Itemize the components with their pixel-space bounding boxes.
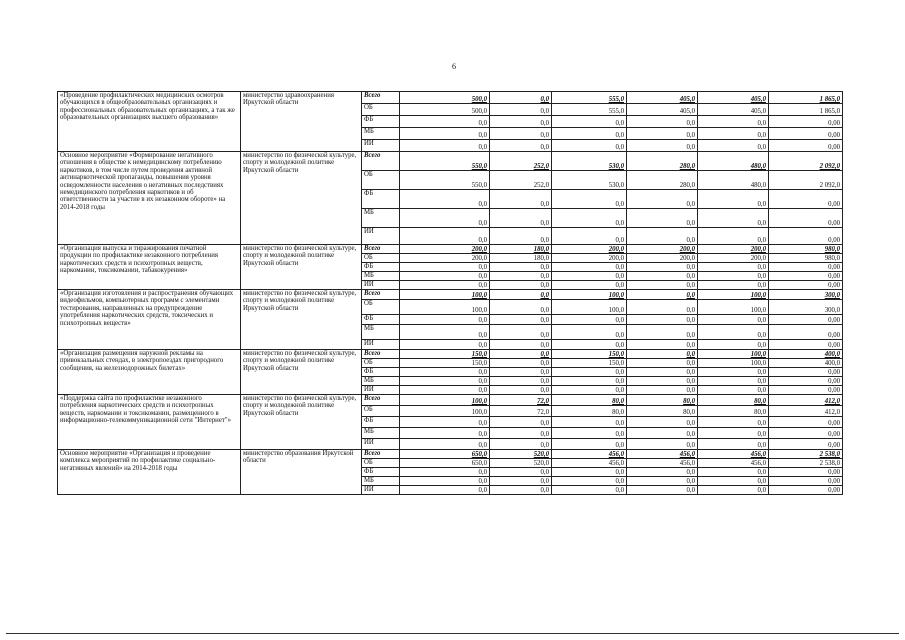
value-cell: 80,0 xyxy=(552,406,627,417)
funding-source: Всего xyxy=(362,152,400,171)
value-cell: 500,0 xyxy=(400,92,490,104)
activity-description: «Организация выпуска и тиражирования печатной продукции по профилактике незаконного потребления наркотических средств и психотропных веществ, наркомании, токсикомании, табакокурения» xyxy=(58,245,241,290)
value-cell: 0,0 xyxy=(698,428,769,439)
value-cell: 0,0 xyxy=(627,340,698,350)
value-total-cell: 0,00 xyxy=(769,325,843,340)
value-cell: 0,0 xyxy=(552,428,627,439)
funding-source: ИИ xyxy=(362,281,400,290)
responsible-executor: министерство по физической культуре, спорту и молодежной политике Иркутской области xyxy=(241,350,362,395)
value-cell: 0,0 xyxy=(552,439,627,450)
funding-source: ОБ xyxy=(362,359,400,368)
value-cell: 0,0 xyxy=(490,300,552,315)
funding-source: ИИ xyxy=(362,340,400,350)
value-cell: 0,0 xyxy=(552,325,627,340)
value-cell: 0,0 xyxy=(400,281,490,290)
value-total-cell: 0,00 xyxy=(769,468,843,477)
activity-description: «Поддержка сайта по профилактике незаконного потребления наркотических средств и психотропных веществ, наркомании и токсикомании, размещенного в информационно-телекоммуникационной сети "Интернет"» xyxy=(58,395,241,450)
funding-source: ОБ xyxy=(362,171,400,190)
value-total-cell: 0,00 xyxy=(769,272,843,281)
funding-source: ФБ xyxy=(362,263,400,272)
value-cell: 0,0 xyxy=(400,386,490,395)
funding-source: ФБ xyxy=(362,190,400,209)
value-cell: 0,0 xyxy=(490,439,552,450)
value-cell: 80,0 xyxy=(698,406,769,417)
value-cell: 650,0 xyxy=(400,450,490,459)
responsible-executor: министерство по физической культуре, спорту и молодежной политике Иркутской области xyxy=(241,395,362,450)
value-cell: 150,0 xyxy=(552,350,627,359)
value-cell: 0,0 xyxy=(627,359,698,368)
value-total-cell: 0,00 xyxy=(769,209,843,228)
funding-source: ФБ xyxy=(362,417,400,428)
value-cell: 0,0 xyxy=(552,281,627,290)
value-cell: 0,0 xyxy=(627,350,698,359)
value-cell: 200,0 xyxy=(552,254,627,263)
value-cell: 456,0 xyxy=(627,459,698,468)
value-total-cell: 0,00 xyxy=(769,368,843,377)
value-cell: 0,0 xyxy=(490,359,552,368)
value-cell: 0,0 xyxy=(627,209,698,228)
value-cell: 72,0 xyxy=(490,395,552,406)
value-cell: 180,0 xyxy=(490,254,552,263)
value-cell: 180,0 xyxy=(490,245,552,254)
value-cell: 550,0 xyxy=(400,171,490,190)
table-row-total xyxy=(58,395,843,406)
value-cell: 0,0 xyxy=(552,263,627,272)
value-cell: 500,0 xyxy=(400,104,490,116)
funding-source: МБ xyxy=(362,477,400,486)
value-cell: 100,0 xyxy=(698,290,769,300)
value-cell: 0,0 xyxy=(552,477,627,486)
value-total-cell: 0,00 xyxy=(769,439,843,450)
value-total-cell: 412,0 xyxy=(769,406,843,417)
value-total-cell: 2 092,0 xyxy=(769,171,843,190)
value-cell: 0,0 xyxy=(552,486,627,495)
funding-source: МБ xyxy=(362,428,400,439)
value-cell: 0,0 xyxy=(490,92,552,104)
value-cell: 0,0 xyxy=(400,272,490,281)
value-cell: 80,0 xyxy=(552,395,627,406)
value-cell: 0,0 xyxy=(627,290,698,300)
funding-source: ОБ xyxy=(362,300,400,315)
funding-source: ФБ xyxy=(362,468,400,477)
value-cell: 0,0 xyxy=(490,315,552,325)
value-cell: 0,0 xyxy=(627,116,698,128)
value-cell: 0,0 xyxy=(490,386,552,395)
value-cell: 100,0 xyxy=(698,300,769,315)
funding-source: ФБ xyxy=(362,315,400,325)
value-total-cell: 980,0 xyxy=(769,245,843,254)
funding-source: Всего xyxy=(362,245,400,254)
value-total-cell: 2 092,0 xyxy=(769,152,843,171)
value-cell: 0,0 xyxy=(698,140,769,152)
value-total-cell: 0,00 xyxy=(769,486,843,495)
page-number: 6 xyxy=(452,62,456,71)
funding-source: ОБ xyxy=(362,406,400,417)
value-cell: 0,0 xyxy=(698,417,769,428)
table-row-total xyxy=(58,290,843,300)
value-cell: 456,0 xyxy=(627,450,698,459)
value-cell: 72,0 xyxy=(490,406,552,417)
value-cell: 0,0 xyxy=(627,417,698,428)
value-cell: 0,0 xyxy=(698,325,769,340)
activity-description: Основное мероприятие «Формирование негативного отношения в обществе к немедицинскому потреблению наркотиков, в том числе путем проведения активной антинаркотической пропаганды, повышения уровня осведомленности населения о негативных последствиях немедицинского потребления наркотиков и об ответственности за участие в их незаконном обороте» на 2014-2018 годы xyxy=(58,152,241,245)
value-cell: 0,0 xyxy=(490,325,552,340)
value-cell: 0,0 xyxy=(698,486,769,495)
value-cell: 0,0 xyxy=(400,368,490,377)
value-cell: 0,0 xyxy=(400,263,490,272)
value-cell: 0,0 xyxy=(552,386,627,395)
value-cell: 200,0 xyxy=(400,245,490,254)
value-cell: 0,0 xyxy=(698,128,769,140)
value-cell: 0,0 xyxy=(627,377,698,386)
value-cell: 200,0 xyxy=(698,254,769,263)
value-cell: 0,0 xyxy=(552,340,627,350)
value-total-cell: 0,00 xyxy=(769,116,843,128)
value-total-cell: 0,00 xyxy=(769,190,843,209)
value-cell: 0,0 xyxy=(400,128,490,140)
value-cell: 0,0 xyxy=(490,281,552,290)
value-cell: 0,0 xyxy=(627,325,698,340)
value-cell: 0,0 xyxy=(490,228,552,245)
activity-description: «Организация изготовления и распространения обучающих видеофильмов, компьютерных программ с элементами тестирования, направленных на предупреждение употребления наркотических средств, токсических и психотропных веществ» xyxy=(58,290,241,350)
funding-source: МБ xyxy=(362,325,400,340)
value-cell: 0,0 xyxy=(400,325,490,340)
value-cell: 0,0 xyxy=(490,468,552,477)
value-total-cell: 0,00 xyxy=(769,140,843,152)
value-cell: 405,0 xyxy=(627,104,698,116)
value-cell: 530,0 xyxy=(552,171,627,190)
value-total-cell: 412,0 xyxy=(769,395,843,406)
value-cell: 0,0 xyxy=(490,128,552,140)
value-cell: 520,0 xyxy=(490,450,552,459)
value-total-cell: 980,0 xyxy=(769,254,843,263)
value-cell: 0,0 xyxy=(552,468,627,477)
value-cell: 200,0 xyxy=(627,254,698,263)
value-cell: 0,0 xyxy=(490,368,552,377)
funding-source: Всего xyxy=(362,92,400,104)
funding-source: МБ xyxy=(362,128,400,140)
value-cell: 0,0 xyxy=(627,315,698,325)
table-body xyxy=(58,92,843,495)
value-cell: 0,0 xyxy=(400,468,490,477)
value-cell: 0,0 xyxy=(552,377,627,386)
value-cell: 0,0 xyxy=(400,477,490,486)
value-cell: 0,0 xyxy=(490,340,552,350)
value-cell: 555,0 xyxy=(552,92,627,104)
funding-source: Всего xyxy=(362,350,400,359)
value-cell: 0,0 xyxy=(400,486,490,495)
funding-source: ИИ xyxy=(362,486,400,495)
value-cell: 100,0 xyxy=(400,290,490,300)
value-cell: 0,0 xyxy=(490,486,552,495)
value-total-cell: 0,00 xyxy=(769,228,843,245)
value-cell: 0,0 xyxy=(627,428,698,439)
value-cell: 0,0 xyxy=(552,228,627,245)
value-cell: 150,0 xyxy=(400,350,490,359)
responsible-executor: министерство здравоохранения Иркутской области xyxy=(241,92,362,152)
value-cell: 480,0 xyxy=(698,152,769,171)
value-total-cell: 300,0 xyxy=(769,300,843,315)
value-cell: 405,0 xyxy=(698,104,769,116)
table-row-total xyxy=(58,245,843,254)
funding-source: МБ xyxy=(362,272,400,281)
value-cell: 0,0 xyxy=(400,340,490,350)
funding-source: ИИ xyxy=(362,439,400,450)
value-cell: 0,0 xyxy=(552,116,627,128)
value-cell: 650,0 xyxy=(400,459,490,468)
value-cell: 80,0 xyxy=(627,406,698,417)
value-cell: 0,0 xyxy=(698,209,769,228)
value-cell: 456,0 xyxy=(698,450,769,459)
funding-source: ИИ xyxy=(362,228,400,245)
value-cell: 0,0 xyxy=(698,263,769,272)
value-cell: 80,0 xyxy=(698,395,769,406)
value-cell: 0,0 xyxy=(490,272,552,281)
value-cell: 252,0 xyxy=(490,152,552,171)
value-cell: 0,0 xyxy=(627,386,698,395)
value-cell: 0,0 xyxy=(400,315,490,325)
value-cell: 0,0 xyxy=(552,315,627,325)
value-cell: 0,0 xyxy=(552,209,627,228)
value-cell: 0,0 xyxy=(627,477,698,486)
value-cell: 200,0 xyxy=(552,245,627,254)
value-cell: 200,0 xyxy=(627,245,698,254)
value-total-cell: 0,00 xyxy=(769,315,843,325)
responsible-executor: министерство по физической культуре, спорту и молодежной политике Иркутской области xyxy=(241,152,362,245)
value-cell: 0,0 xyxy=(490,428,552,439)
value-total-cell: 400,0 xyxy=(769,350,843,359)
value-cell: 0,0 xyxy=(627,300,698,315)
funding-source: ИИ xyxy=(362,140,400,152)
value-cell: 0,0 xyxy=(698,368,769,377)
value-cell: 0,0 xyxy=(698,190,769,209)
value-total-cell: 0,00 xyxy=(769,128,843,140)
value-cell: 0,0 xyxy=(627,190,698,209)
value-cell: 0,0 xyxy=(627,228,698,245)
value-cell: 150,0 xyxy=(552,359,627,368)
value-cell: 0,0 xyxy=(490,290,552,300)
value-cell: 405,0 xyxy=(698,92,769,104)
value-total-cell: 0,00 xyxy=(769,477,843,486)
value-cell: 0,0 xyxy=(400,116,490,128)
value-cell: 0,0 xyxy=(627,263,698,272)
value-cell: 0,0 xyxy=(698,439,769,450)
value-cell: 0,0 xyxy=(698,272,769,281)
value-cell: 0,0 xyxy=(698,116,769,128)
value-cell: 0,0 xyxy=(627,281,698,290)
responsible-executor: министерство образования Иркутской области xyxy=(241,450,362,495)
value-cell: 0,0 xyxy=(698,386,769,395)
value-cell: 0,0 xyxy=(552,272,627,281)
value-cell: 0,0 xyxy=(698,281,769,290)
value-cell: 280,0 xyxy=(627,152,698,171)
value-cell: 0,0 xyxy=(552,140,627,152)
value-total-cell: 1 865,0 xyxy=(769,104,843,116)
value-cell: 80,0 xyxy=(627,395,698,406)
funding-source: ИИ xyxy=(362,386,400,395)
value-cell: 200,0 xyxy=(400,254,490,263)
value-cell: 100,0 xyxy=(400,406,490,417)
value-cell: 0,0 xyxy=(400,190,490,209)
activity-description: Основное мероприятие «Организация и проведение комплекса мероприятий по профилактике социально-негативных явлений» на 2014-2018 годы xyxy=(58,450,241,495)
value-total-cell: 0,00 xyxy=(769,386,843,395)
value-cell: 480,0 xyxy=(698,171,769,190)
value-cell: 0,0 xyxy=(698,377,769,386)
funding-source: МБ xyxy=(362,209,400,228)
value-cell: 0,0 xyxy=(400,377,490,386)
value-cell: 100,0 xyxy=(698,359,769,368)
funding-source: ФБ xyxy=(362,368,400,377)
table-row-total xyxy=(58,152,843,171)
value-cell: 0,0 xyxy=(627,140,698,152)
value-cell: 280,0 xyxy=(627,171,698,190)
value-total-cell: 0,00 xyxy=(769,417,843,428)
value-total-cell: 0,00 xyxy=(769,428,843,439)
value-cell: 0,0 xyxy=(490,209,552,228)
value-cell: 100,0 xyxy=(698,350,769,359)
funding-source: ОБ xyxy=(362,254,400,263)
value-cell: 0,0 xyxy=(490,377,552,386)
value-cell: 0,0 xyxy=(627,468,698,477)
value-cell: 0,0 xyxy=(552,417,627,428)
value-cell: 0,0 xyxy=(400,228,490,245)
value-cell: 520,0 xyxy=(490,459,552,468)
value-total-cell: 2 538,0 xyxy=(769,459,843,468)
value-total-cell: 300,0 xyxy=(769,290,843,300)
value-cell: 0,0 xyxy=(698,468,769,477)
value-cell: 456,0 xyxy=(552,459,627,468)
value-cell: 0,0 xyxy=(400,417,490,428)
value-cell: 0,0 xyxy=(400,140,490,152)
value-cell: 555,0 xyxy=(552,104,627,116)
value-total-cell: 1 865,0 xyxy=(769,92,843,104)
funding-source: Всего xyxy=(362,395,400,406)
value-cell: 405,0 xyxy=(627,92,698,104)
activity-description: «Организация размещения наружной рекламы на привокзальных стендах, в электропоездах пригородного сообщения, на железнодорожных билетах» xyxy=(58,350,241,395)
funding-source: Всего xyxy=(362,450,400,459)
value-cell: 0,0 xyxy=(698,477,769,486)
value-cell: 0,0 xyxy=(400,439,490,450)
value-cell: 252,0 xyxy=(490,171,552,190)
value-cell: 0,0 xyxy=(490,263,552,272)
value-cell: 550,0 xyxy=(400,152,490,171)
value-cell: 0,0 xyxy=(490,104,552,116)
value-cell: 0,0 xyxy=(627,439,698,450)
value-total-cell: 2 538,0 xyxy=(769,450,843,459)
value-cell: 100,0 xyxy=(400,300,490,315)
value-cell: 456,0 xyxy=(698,459,769,468)
funding-source: Всего xyxy=(362,290,400,300)
value-total-cell: 0,00 xyxy=(769,377,843,386)
value-cell: 0,0 xyxy=(627,368,698,377)
value-cell: 0,0 xyxy=(490,350,552,359)
value-cell: 0,0 xyxy=(627,272,698,281)
funding-source: ОБ xyxy=(362,459,400,468)
responsible-executor: министерство по физической культуре, спорту и молодежной политике Иркутской области xyxy=(241,290,362,350)
value-cell: 0,0 xyxy=(552,190,627,209)
value-cell: 0,0 xyxy=(552,128,627,140)
value-cell: 0,0 xyxy=(490,140,552,152)
value-cell: 0,0 xyxy=(490,116,552,128)
value-total-cell: 0,00 xyxy=(769,340,843,350)
activity-description: «Проведение профилактических медицинских осмотров обучающихся в общеобразовательных организациях и профессиональных образовательных организациях, а так же образовательных организациях высшего образования» xyxy=(58,92,241,152)
value-cell: 0,0 xyxy=(490,477,552,486)
value-total-cell: 400,0 xyxy=(769,359,843,368)
value-cell: 456,0 xyxy=(552,450,627,459)
value-cell: 0,0 xyxy=(552,368,627,377)
value-cell: 0,0 xyxy=(490,417,552,428)
funding-source: ОБ xyxy=(362,104,400,116)
value-cell: 0,0 xyxy=(400,209,490,228)
value-cell: 0,0 xyxy=(627,486,698,495)
value-cell: 0,0 xyxy=(698,315,769,325)
table-row-total xyxy=(58,92,843,104)
value-cell: 530,0 xyxy=(552,152,627,171)
value-cell: 0,0 xyxy=(698,228,769,245)
value-cell: 200,0 xyxy=(698,245,769,254)
value-cell: 100,0 xyxy=(552,300,627,315)
value-total-cell: 0,00 xyxy=(769,281,843,290)
value-cell: 100,0 xyxy=(400,395,490,406)
table-row-total xyxy=(58,350,843,359)
bottom-rule xyxy=(6,633,899,634)
value-cell: 0,0 xyxy=(490,190,552,209)
value-total-cell: 0,00 xyxy=(769,263,843,272)
funding-source: ФБ xyxy=(362,116,400,128)
value-cell: 150,0 xyxy=(400,359,490,368)
value-cell: 100,0 xyxy=(552,290,627,300)
value-cell: 0,0 xyxy=(400,428,490,439)
table-row-total xyxy=(58,450,843,459)
value-cell: 0,0 xyxy=(698,340,769,350)
funding-source: МБ xyxy=(362,377,400,386)
financing-table xyxy=(57,91,843,495)
responsible-executor: министерство по физической культуре, спорту и молодежной политике Иркутской области xyxy=(241,245,362,290)
value-cell: 0,0 xyxy=(627,128,698,140)
